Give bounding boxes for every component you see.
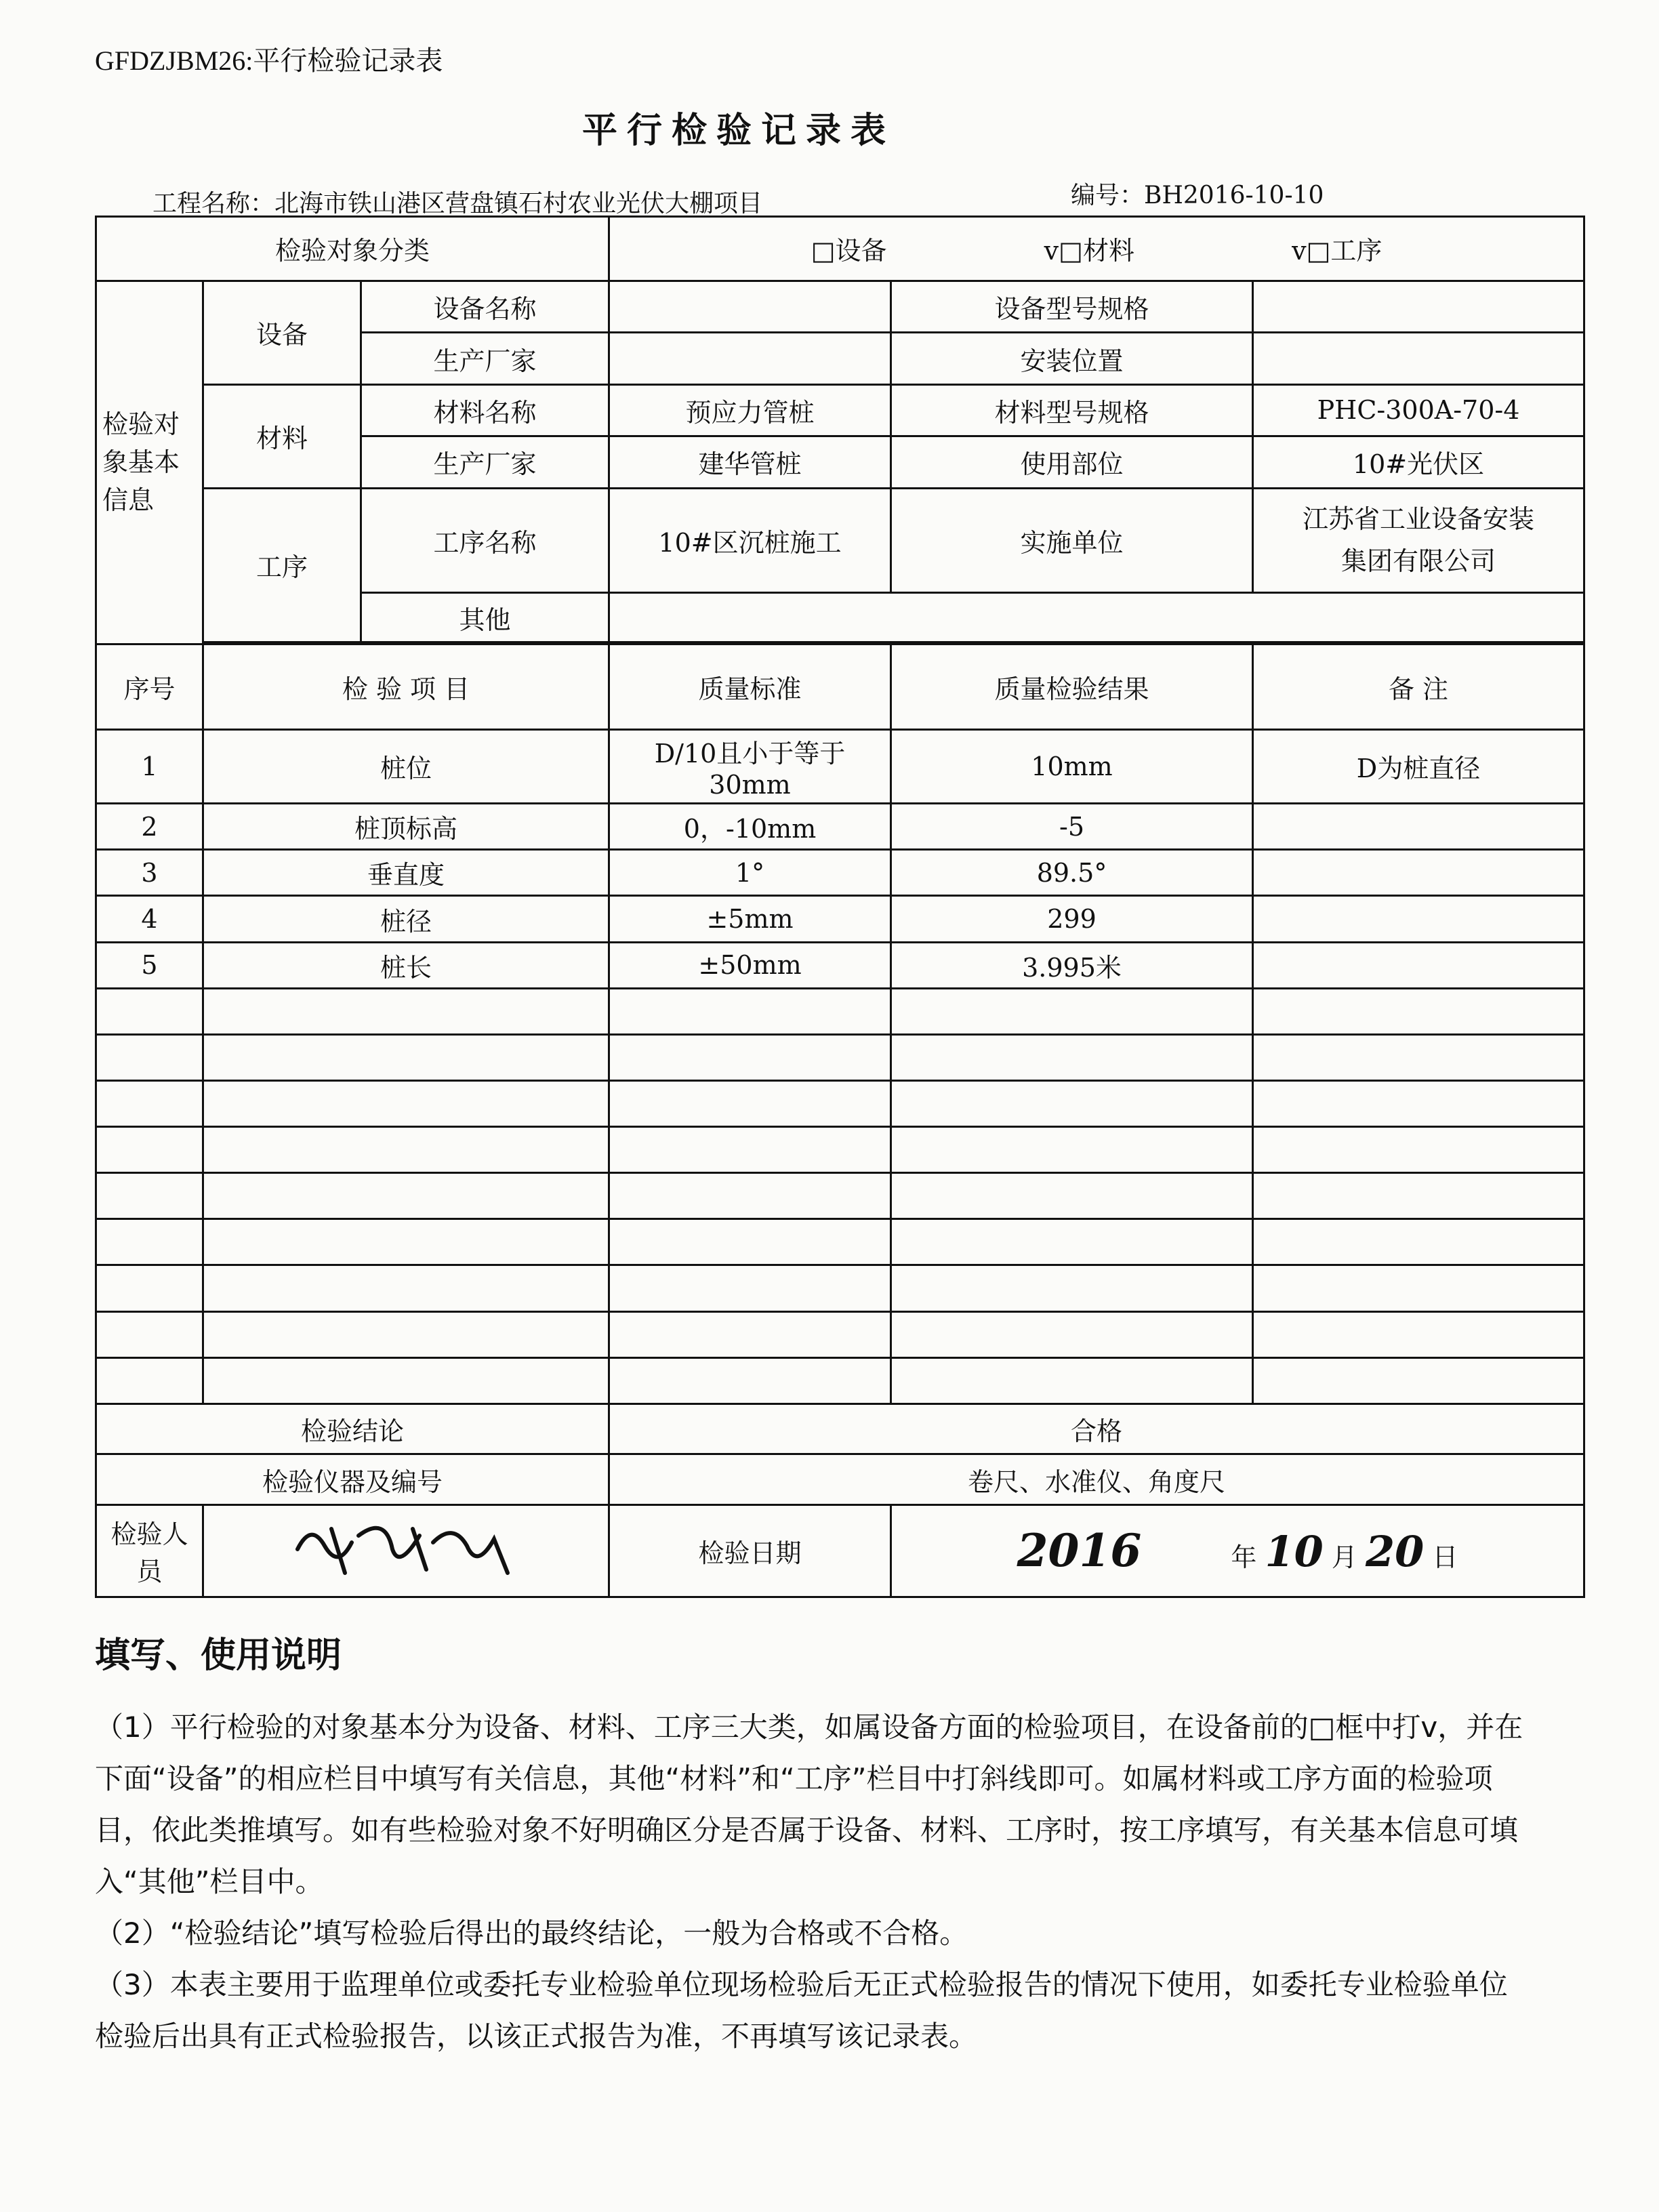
item-row — [96, 942, 1584, 988]
item-row — [96, 1127, 1584, 1173]
item-standard: ±5mm — [609, 896, 891, 942]
item-row — [96, 729, 1584, 803]
other-label: 其他 — [361, 593, 609, 642]
item-result[interactable] — [891, 1127, 1253, 1173]
item-remark[interactable] — [1253, 850, 1584, 896]
item-result[interactable]: 89.5° — [891, 850, 1253, 896]
item-name — [203, 1219, 609, 1265]
item-name: 桩长 — [203, 942, 609, 988]
notes-paragraph-2: （2）“检验结论”填写检验后得出的最终结论，一般为合格或不合格。 — [95, 1917, 968, 1950]
inspector-signature[interactable] — [203, 1504, 609, 1597]
item-no: 5 — [96, 942, 203, 988]
process-unit-label: 实施单位 — [891, 488, 1253, 593]
material-usage-value[interactable]: 10#光伏区 — [1253, 436, 1584, 488]
date-day-unit: 日 — [1432, 1542, 1458, 1573]
process-name-value[interactable]: 10#区沉桩施工 — [609, 488, 891, 593]
notes-paragraph-3: （3）本表主要用于监理单位或委托专业检验单位现场检验后无正式检验报告的情况下使用，如委托专业检验单位检验后出具有正式检验报告，以该正式报告为准，不再填写该记录表。 — [95, 1968, 1508, 2053]
inspection-date[interactable] — [891, 1504, 1584, 1597]
process-unit-value[interactable] — [1253, 488, 1584, 593]
item-no: 2 — [96, 804, 203, 850]
item-standard: 1° — [609, 850, 891, 896]
material-name-label: 材料名称 — [361, 384, 609, 436]
usage-notes — [95, 1626, 1532, 2062]
item-name — [203, 1034, 609, 1080]
process-unit-line1: 江苏省工业设备安装 — [1303, 504, 1535, 535]
item-no: 3 — [96, 850, 203, 896]
equipment-name-label: 设备名称 — [361, 281, 609, 332]
item-row — [96, 1034, 1584, 1080]
notes-heading: 填写、使用说明 — [95, 1635, 342, 1676]
item-name: 垂直度 — [203, 850, 609, 896]
item-no — [96, 1127, 203, 1173]
item-no: 4 — [96, 896, 203, 942]
item-no — [96, 988, 203, 1034]
item-result[interactable]: 10mm — [891, 729, 1253, 803]
material-usage-label: 使用部位 — [891, 436, 1253, 488]
item-standard: D/10且小于等于30mm — [609, 729, 891, 803]
item-standard — [609, 1265, 891, 1311]
equipment-name-value[interactable] — [609, 281, 891, 332]
item-row — [96, 896, 1584, 942]
item-no — [96, 1357, 203, 1404]
date-month-unit: 月 — [1331, 1542, 1357, 1573]
item-standard — [609, 1311, 891, 1357]
project-name: 工程名称：北海市铁山港区营盘镇石村农业光伏大棚项目 — [152, 190, 763, 218]
item-no — [96, 1265, 203, 1311]
item-name — [203, 1357, 609, 1404]
item-remark[interactable] — [1253, 1080, 1584, 1126]
item-remark[interactable] — [1253, 1127, 1584, 1173]
material-model-value[interactable]: PHC-300A-70-4 — [1253, 384, 1584, 436]
signature-scribble — [284, 1509, 528, 1583]
item-no — [96, 1173, 203, 1219]
category-option-material[interactable]: v□材料 — [1044, 236, 1134, 266]
material-group-label: 材料 — [203, 384, 361, 488]
item-no — [96, 1311, 203, 1357]
col-header-item: 检 验 项 目 — [203, 644, 609, 729]
notes-paragraph-1: （1）平行检验的对象基本分为设备、材料、工序三大类，如属设备方面的检验项目，在设备前的□框中打v，并在下面“设备”的相应栏目中填写有关信息，其他“材料”和“工序”栏目中打斜线即可。如属材料或工序方面的检验项目，依此类推填写。如有些检验对象不好明确区分是否属于设备、材料、工序时，按工序填写，有关基本信息可填入“其他”栏目中。 — [95, 1711, 1523, 1898]
item-standard — [609, 988, 891, 1034]
item-row — [96, 1311, 1584, 1357]
item-result[interactable] — [891, 1311, 1253, 1357]
category-option-equipment[interactable]: □设备 — [811, 236, 887, 266]
item-remark[interactable] — [1253, 1357, 1584, 1404]
equipment-group-label: 设备 — [203, 281, 361, 384]
material-name-value[interactable]: 预应力管桩 — [609, 384, 891, 436]
item-name — [203, 1080, 609, 1126]
date-month: 10 — [1265, 1527, 1324, 1577]
item-standard — [609, 1080, 891, 1126]
col-header-remark: 备 注 — [1253, 644, 1584, 729]
equipment-location-value[interactable] — [1253, 333, 1584, 384]
item-result[interactable] — [891, 1357, 1253, 1404]
equipment-model-value[interactable] — [1253, 281, 1584, 332]
item-row — [96, 850, 1584, 896]
date-label: 检验日期 — [609, 1504, 891, 1597]
item-result[interactable] — [891, 1265, 1253, 1311]
item-remark[interactable] — [1253, 1173, 1584, 1219]
conclusion-label: 检验结论 — [96, 1404, 609, 1454]
process-unit-line2: 集团有限公司 — [1341, 546, 1496, 577]
item-row — [96, 804, 1584, 850]
item-remark[interactable] — [1253, 896, 1584, 942]
item-name — [203, 988, 609, 1034]
item-standard — [609, 1173, 891, 1219]
item-row — [96, 1219, 1584, 1265]
item-name: 桩顶标高 — [203, 804, 609, 850]
item-result[interactable] — [891, 1034, 1253, 1080]
basic-info-label: 检验对象基本信息 — [96, 281, 203, 644]
item-name — [203, 1265, 609, 1311]
col-header-result: 质量检验结果 — [891, 644, 1253, 729]
process-name-label: 工序名称 — [361, 488, 609, 593]
item-no: 1 — [96, 729, 203, 803]
item-name: 桩位 — [203, 729, 609, 803]
item-no — [96, 1219, 203, 1265]
equipment-maker-label: 生产厂家 — [361, 333, 609, 384]
item-remark[interactable] — [1253, 1219, 1584, 1265]
material-model-label: 材料型号规格 — [891, 384, 1253, 436]
date-day: 20 — [1366, 1527, 1425, 1577]
material-maker-label: 生产厂家 — [361, 436, 609, 488]
page-title: 平行检验记录表 — [581, 110, 895, 151]
item-standard — [609, 1357, 891, 1404]
instruments-value[interactable]: 卷尺、水准仪、角度尺 — [609, 1454, 1584, 1504]
item-name: 桩径 — [203, 896, 609, 942]
item-remark[interactable] — [1253, 804, 1584, 850]
item-result[interactable] — [891, 988, 1253, 1034]
item-row — [96, 988, 1584, 1034]
item-row — [96, 1080, 1584, 1126]
item-name — [203, 1173, 609, 1219]
item-result[interactable] — [891, 1080, 1253, 1126]
item-remark[interactable] — [1253, 1311, 1584, 1357]
item-remark[interactable] — [1253, 988, 1584, 1034]
item-no — [96, 1080, 203, 1126]
inspector-label: 检验人员 — [96, 1504, 203, 1597]
item-row — [96, 1173, 1584, 1219]
item-standard: 0，-10mm — [609, 804, 891, 850]
item-remark[interactable] — [1253, 1265, 1584, 1311]
inspection-table — [95, 216, 1585, 1598]
col-header-no: 序号 — [96, 644, 203, 729]
item-result[interactable]: 299 — [891, 896, 1253, 942]
item-result[interactable]: 3.995米 — [891, 942, 1253, 988]
item-standard — [609, 1034, 891, 1080]
item-name — [203, 1127, 609, 1173]
item-name — [203, 1311, 609, 1357]
date-year-unit: 年 — [1231, 1542, 1257, 1573]
item-remark[interactable]: D为桩直径 — [1253, 729, 1584, 803]
item-standard: ±50mm — [609, 942, 891, 988]
conclusion-value[interactable]: 合格 — [609, 1404, 1584, 1454]
item-result[interactable] — [891, 1219, 1253, 1265]
category-options[interactable] — [609, 217, 1584, 281]
item-result[interactable] — [891, 1173, 1253, 1219]
item-standard — [609, 1127, 891, 1173]
category-label: 检验对象分类 — [96, 217, 609, 281]
material-maker-value[interactable]: 建华管桩 — [609, 436, 891, 488]
item-row — [96, 1265, 1584, 1311]
instruments-label: 检验仪器及编号 — [96, 1454, 609, 1504]
equipment-location-label: 安装位置 — [891, 333, 1253, 384]
form-code: GFDZJBM26:平行检验记录表 — [95, 45, 443, 76]
other-value[interactable] — [609, 593, 1584, 642]
item-row — [96, 1357, 1584, 1404]
equipment-maker-value[interactable] — [609, 333, 891, 384]
serial-number: 编号：BH2016-10-10 — [1071, 182, 1324, 209]
equipment-model-label: 设备型号规格 — [891, 281, 1253, 332]
item-standard — [609, 1219, 891, 1265]
item-no — [96, 1034, 203, 1080]
item-remark[interactable] — [1253, 1034, 1584, 1080]
date-year: 2016 — [1017, 1524, 1142, 1578]
item-result[interactable]: -5 — [891, 804, 1253, 850]
item-remark[interactable] — [1253, 942, 1584, 988]
col-header-standard: 质量标准 — [609, 644, 891, 729]
category-option-process[interactable]: v□工序 — [1292, 236, 1382, 266]
process-group-label: 工序 — [203, 488, 361, 642]
